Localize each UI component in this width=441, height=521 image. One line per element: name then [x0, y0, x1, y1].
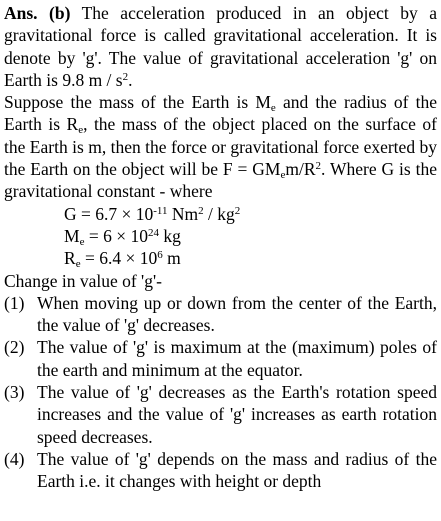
mass-sup-4: 2 [315, 160, 322, 173]
formula-mass-sub: e [79, 235, 85, 248]
formula-g-sup1: -11 [153, 204, 168, 217]
formula-radius-mid: = 6.4 × 10 [80, 248, 158, 269]
formula-radius-post: m [162, 248, 181, 269]
mass-sub-3: e [280, 169, 286, 182]
formula-radius-sup: 6 [157, 249, 163, 262]
list-item-text: The value of 'g' decreases as the Earth's rotation speed increases and the value of 'g' increases as earth rotation speed decreases. [37, 382, 437, 447]
list-item-number: (4) [4, 448, 25, 469]
mass-radius-paragraph [4, 91, 437, 202]
formula-mass-sup: 24 [147, 226, 159, 239]
list-item [4, 336, 437, 381]
mass-sub-2: e [78, 124, 84, 137]
answer-intro-end: . [128, 69, 133, 90]
change-heading: Change in value of 'g'- [4, 270, 162, 291]
mass-sub-1: e [270, 102, 276, 115]
list-item-number: (1) [4, 292, 25, 313]
answer-intro-paragraph [4, 2, 437, 91]
mass-text-4: m/R [285, 159, 316, 180]
answer-intro-text: The acceleration produced in an object by a gravitational force is called gravitational acceleration. It is denote by 'g'. The value of gravitational acceleration 'g' on Earth is 9.8 m / s [4, 3, 437, 90]
mass-text-1: Suppose the mass of the Earth is M [4, 92, 271, 113]
formula-mass-post: kg [158, 225, 181, 246]
list-item-text: The value of 'g' depends on the mass and radius of the Earth i.e. it changes with height or depth [37, 448, 437, 492]
list-item-text: When moving up or down from the center of the Earth, the value of 'g' decreases. [37, 292, 437, 336]
answer-intro-exponent: 2 [122, 70, 129, 83]
formula-mass [64, 225, 437, 247]
formula-radius-pre: R [64, 248, 76, 269]
formula-g-post: / kg [203, 203, 235, 224]
list-item [4, 292, 437, 337]
list-item-text: The value of 'g' is maximum at the (maximum) poles of the earth and minimum at the equator. [37, 337, 437, 380]
formula-g-sup2: 2 [198, 204, 204, 217]
formula-g [64, 203, 437, 225]
formula-mass-pre: M [64, 225, 80, 246]
list-item [4, 381, 437, 448]
changes-list [4, 292, 437, 493]
list-item-number: (2) [4, 337, 25, 358]
formula-g-pre: G = 6.7 × 10 [64, 203, 154, 224]
list-item-number: (3) [4, 382, 25, 403]
mass-text-5: . Where G is the gravitational constant - where [4, 159, 437, 202]
constants-block [64, 203, 437, 270]
mass-text-2: and the radius of the Earth is R [4, 92, 437, 135]
answer-label: Ans. (b) [4, 3, 71, 23]
list-item [4, 448, 437, 493]
formula-radius-sub: e [75, 258, 81, 271]
formula-g-mid: Nm [167, 203, 199, 224]
formula-g-sup3: 2 [234, 204, 241, 217]
mass-text-3: , the mass of the object placed on the surface of the Earth is m, then the force or gravitational force exerted by the Earth on the object will be F = GM [4, 114, 437, 180]
formula-mass-mid: = 6 × 10 [84, 225, 148, 246]
formula-radius [64, 247, 437, 269]
